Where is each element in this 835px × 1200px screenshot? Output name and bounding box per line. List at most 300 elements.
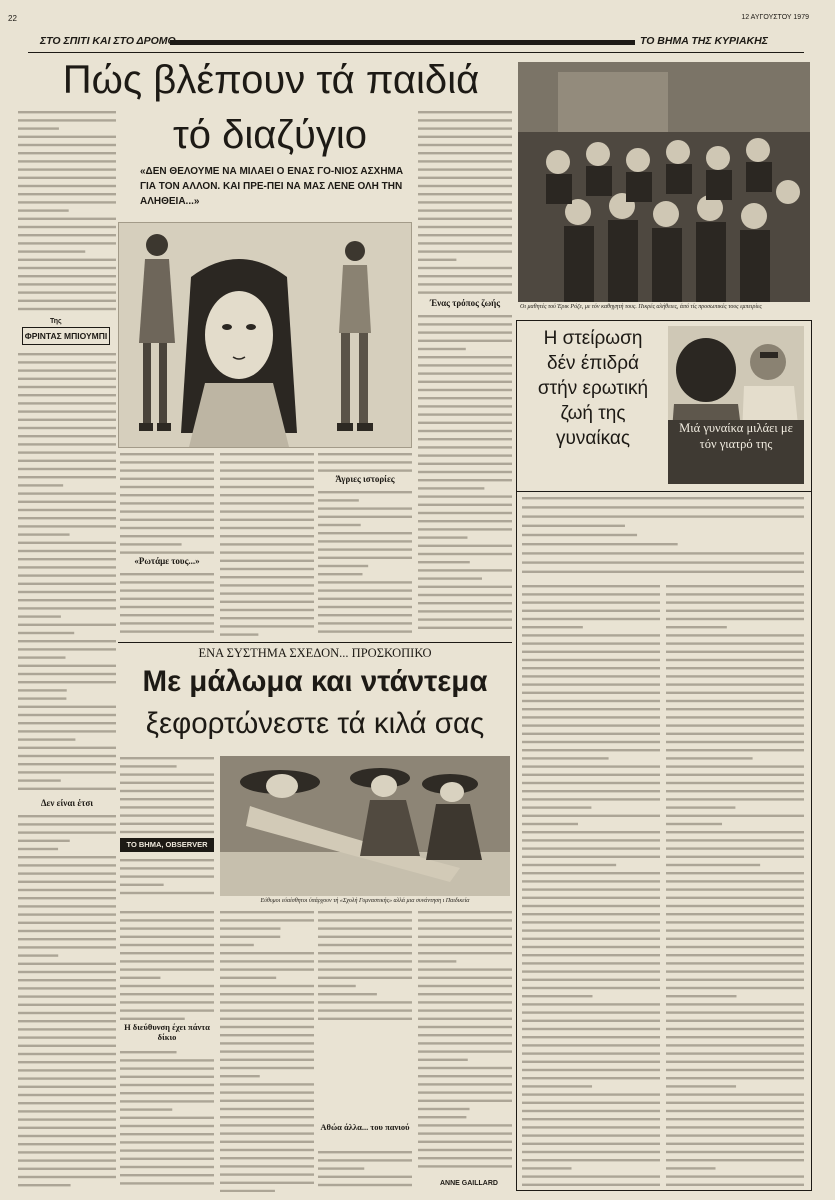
text-line [18, 697, 66, 699]
sunbathers-photo-caption: Εύθυμοι εύαίσθητοι ύπάρχουν τή «Σχολή Γυμναστικής» αλλά μια συνάντηση ι Παιδικεία [260, 898, 470, 904]
text-line [418, 1149, 512, 1151]
text-line [18, 771, 116, 773]
text-line [522, 708, 660, 710]
text-line [18, 987, 116, 989]
text-line [18, 1127, 116, 1129]
text-line [418, 381, 512, 383]
text-line [120, 823, 214, 825]
text-line [220, 1050, 314, 1052]
text-line [18, 1118, 116, 1120]
text-line [220, 568, 314, 570]
text-line [120, 757, 214, 759]
text-line [418, 495, 512, 497]
text-line [120, 519, 214, 521]
text-line [18, 823, 116, 825]
article1-column2-text-b [120, 570, 214, 636]
text-line [666, 716, 804, 718]
text-line [318, 622, 412, 624]
text-lines [120, 856, 214, 896]
text-line [18, 632, 74, 634]
text-line [666, 1175, 804, 1177]
article2-headline-line2: δέν έπιδρά [547, 353, 639, 374]
text-line [666, 1167, 716, 1169]
text-line [120, 1158, 214, 1160]
text-line [18, 242, 116, 244]
text-line [18, 963, 116, 965]
text-line [418, 364, 512, 366]
text-line [18, 971, 116, 973]
text-line [18, 913, 116, 915]
text-line [318, 919, 412, 921]
text-line [318, 581, 412, 583]
text-line [522, 782, 660, 784]
text-line [18, 435, 116, 437]
text-line [18, 283, 116, 285]
text-lines [522, 582, 660, 1186]
text-line [18, 574, 116, 576]
text-line [418, 1165, 512, 1167]
text-line [18, 185, 116, 187]
article1-column4-text-a [318, 450, 412, 472]
text-line [318, 911, 412, 913]
text-line [220, 952, 314, 954]
text-line [418, 454, 512, 456]
text-line [220, 944, 254, 946]
text-line [18, 259, 116, 261]
text-line [18, 1184, 71, 1186]
text-line [666, 1159, 804, 1161]
text-line [666, 1003, 804, 1005]
text-line [18, 402, 116, 404]
text-line [318, 557, 412, 559]
text-line [522, 642, 660, 644]
text-line [666, 749, 804, 751]
text-line [318, 565, 368, 567]
text-line [318, 461, 412, 463]
text-line [666, 1028, 804, 1030]
text-line [666, 1061, 804, 1063]
text-line [522, 1175, 660, 1177]
text-line [220, 1108, 314, 1110]
text-line [18, 938, 116, 940]
text-line [418, 586, 512, 588]
text-line [318, 598, 412, 600]
text-line [522, 700, 660, 702]
text-line [120, 1059, 214, 1061]
text-line [18, 995, 116, 997]
text-line [18, 127, 59, 129]
article2-lead-text [522, 494, 804, 578]
text-line [120, 919, 214, 921]
text-line [666, 700, 804, 702]
text-line [666, 806, 735, 808]
text-line [418, 463, 512, 465]
doctor-photo [668, 326, 804, 484]
article3-top-rule [118, 642, 512, 643]
text-lines [120, 754, 214, 834]
text-line [666, 782, 804, 784]
text-line [18, 386, 116, 388]
text-line [418, 618, 512, 620]
text-line [18, 583, 116, 585]
text-line [318, 548, 412, 550]
text-line [18, 864, 116, 866]
text-line [18, 1151, 116, 1153]
text-line [666, 1151, 804, 1153]
text-line [120, 510, 214, 512]
text-line [18, 640, 116, 642]
text-line [666, 1069, 804, 1071]
text-line [522, 593, 660, 595]
text-line [418, 234, 512, 236]
text-line [418, 504, 512, 506]
text-lines [318, 488, 412, 636]
text-line [220, 502, 314, 504]
text-line [120, 486, 214, 488]
text-line [318, 936, 412, 938]
text-line [522, 774, 660, 776]
text-line [220, 985, 314, 987]
text-line [220, 1141, 314, 1143]
text-lines [318, 1148, 412, 1192]
text-line [120, 1141, 214, 1143]
text-lines [120, 908, 214, 1020]
article1-column5-text-b [418, 312, 512, 636]
text-line [418, 1026, 512, 1028]
article3-intro-continued [120, 856, 214, 896]
text-line [418, 275, 512, 277]
text-line [120, 1100, 214, 1102]
text-line [120, 535, 214, 537]
article3-subhead-innocent: Αθώα άλλα... του πανιού [320, 1122, 410, 1132]
text-line [318, 589, 412, 591]
text-line [318, 453, 412, 455]
text-line [120, 543, 182, 545]
text-line [418, 323, 512, 325]
text-line [120, 573, 214, 575]
text-line [18, 1086, 116, 1088]
text-line [666, 987, 804, 989]
text-line [318, 1184, 412, 1186]
text-line [18, 209, 69, 211]
text-line [418, 356, 512, 358]
text-line [522, 634, 660, 636]
text-line [318, 968, 412, 970]
text-line [18, 872, 116, 874]
text-line [522, 970, 660, 972]
text-line [522, 987, 660, 989]
text-line [666, 839, 804, 841]
text-line [522, 897, 660, 899]
text-line [418, 1001, 512, 1003]
text-line [666, 601, 804, 603]
article3-column3-text-b [318, 1148, 412, 1192]
text-line [18, 517, 116, 519]
text-line [18, 1061, 116, 1063]
text-lines [666, 582, 804, 1186]
text-line [120, 1125, 214, 1127]
text-line [18, 226, 116, 228]
text-line [666, 905, 804, 907]
text-line [220, 617, 314, 619]
text-line [418, 1141, 512, 1143]
text-line [666, 938, 804, 940]
text-line [120, 814, 214, 816]
text-line [18, 815, 116, 817]
text-line [220, 486, 314, 488]
text-line [220, 535, 314, 537]
text-line [18, 476, 116, 478]
text-line [120, 551, 214, 553]
text-line [418, 209, 512, 211]
text-line [120, 911, 214, 913]
text-line [318, 977, 412, 979]
article1-headline-line1: Πώς βλέπουν τά παιδιά [62, 58, 480, 102]
text-line [522, 938, 660, 940]
text-line [418, 471, 512, 473]
text-line [18, 714, 116, 716]
text-line [418, 536, 467, 538]
text-line [418, 259, 456, 261]
text-line [418, 201, 512, 203]
text-line [120, 630, 214, 632]
text-line [120, 1182, 214, 1184]
text-line [120, 589, 214, 591]
text-line [220, 1067, 314, 1069]
class-photo-caption: Οι μαθητές τού Έρικ Ρόζε, με τόν καθηγητή τους. Πικρές αλήθειες, άπό τίς προσωπικές τους εμπειρίες [520, 304, 762, 310]
text-line [220, 494, 314, 496]
text-line [18, 648, 116, 650]
text-line [666, 856, 804, 858]
text-line [120, 927, 214, 929]
text-line [666, 765, 804, 767]
text-line [418, 610, 512, 612]
text-line [418, 1091, 512, 1093]
text-line [318, 952, 412, 954]
text-line [418, 594, 512, 596]
text-line [666, 921, 804, 923]
text-line [318, 469, 412, 471]
text-line [18, 300, 116, 302]
article3-column4-text [418, 908, 512, 1174]
text-line [522, 757, 609, 759]
text-line [220, 543, 314, 545]
text-line [418, 1132, 512, 1134]
text-line [18, 673, 116, 675]
text-line [18, 889, 116, 891]
text-line [522, 921, 660, 923]
text-line [418, 985, 512, 987]
text-line [120, 773, 214, 775]
text-line [522, 749, 660, 751]
text-line [120, 1051, 177, 1053]
text-line [522, 806, 591, 808]
text-line [666, 815, 804, 817]
text-line [220, 1124, 314, 1126]
text-line [522, 1077, 660, 1079]
text-line [18, 1045, 116, 1047]
text-line [418, 438, 512, 440]
text-line [18, 681, 116, 683]
text-line [220, 911, 314, 913]
article3-headline-line2: ξεφορτώνεστε τά κιλά σας [145, 707, 485, 740]
text-line [522, 1028, 660, 1030]
text-line [318, 524, 361, 526]
text-line [18, 1020, 116, 1022]
text-line [318, 993, 377, 995]
text-line [522, 1110, 660, 1112]
text-lines [522, 494, 804, 578]
text-line [522, 667, 660, 669]
text-line [18, 119, 116, 121]
text-line [120, 944, 214, 946]
text-line [120, 993, 214, 995]
text-line [666, 593, 804, 595]
text-line [522, 515, 804, 517]
text-line [18, 755, 116, 757]
byline-prefix: Της [50, 318, 62, 325]
article1-intro-text [18, 108, 116, 312]
text-line [220, 1182, 314, 1184]
text-line [120, 790, 214, 792]
text-line [120, 1018, 185, 1020]
text-line [18, 905, 116, 907]
text-line [418, 430, 512, 432]
article2-column1-text [522, 582, 660, 1186]
text-line [120, 622, 214, 624]
text-line [318, 532, 412, 534]
text-line [418, 968, 512, 970]
text-line [522, 954, 660, 956]
text-line [120, 936, 214, 938]
text-line [418, 919, 512, 921]
text-line [18, 484, 63, 486]
text-line [666, 790, 804, 792]
text-line [418, 952, 512, 954]
text-line [418, 372, 512, 374]
text-line [418, 1075, 512, 1077]
text-line [418, 185, 512, 187]
text-line [522, 839, 660, 841]
text-line [120, 859, 214, 861]
text-line [522, 651, 660, 653]
text-line [522, 618, 660, 620]
text-line [418, 127, 512, 129]
text-line [120, 977, 160, 979]
text-line [120, 960, 214, 962]
text-line [522, 692, 660, 694]
text-lines [18, 108, 116, 312]
text-line [522, 543, 678, 545]
text-line [18, 599, 116, 601]
text-line [220, 936, 280, 938]
text-line [18, 168, 116, 170]
text-line [522, 888, 660, 890]
text-line [318, 614, 412, 616]
text-line [418, 226, 512, 228]
text-line [18, 566, 116, 568]
text-line [666, 979, 804, 981]
text-line [220, 510, 314, 512]
text-line [318, 944, 412, 946]
text-line [318, 960, 412, 962]
text-line [120, 1092, 214, 1094]
text-line [18, 558, 116, 560]
text-line [522, 880, 660, 882]
text-line [18, 378, 116, 380]
text-line [18, 460, 116, 462]
text-line [18, 201, 116, 203]
text-line [18, 193, 116, 195]
text-lines [120, 1048, 214, 1192]
text-line [522, 741, 660, 743]
text-line [418, 119, 512, 121]
text-line [220, 1009, 314, 1011]
text-line [666, 708, 804, 710]
text-line [18, 550, 116, 552]
text-line [318, 1151, 412, 1153]
article1-deck: «ΔΕΝ ΘΕΛΟΥΜΕ ΝΑ ΜΙΛΑΕΙ Ο ΕΝΑΣ ΓΟ-ΝΙΟΣ ΑΣΧΗΜΑ ΓΙΑ ΤΟΝ ΑΛΛΟΝ. ΚΑΙ ΠΡΕ-ΠΕΙ ΝΑ ΜΑΣ ΛΕΝΕ ΟΛΗ ΤΗΝ ΑΛΗΘΕΙΑ...» [140, 166, 404, 207]
article3-intro-text [120, 754, 214, 834]
text-line [418, 960, 456, 962]
text-line [18, 419, 116, 421]
text-line [220, 977, 276, 979]
text-line [18, 275, 116, 277]
text-line [666, 1085, 736, 1087]
text-line [418, 602, 512, 604]
text-line [220, 919, 314, 921]
text-line [666, 741, 804, 743]
text-line [418, 340, 512, 342]
text-line [18, 394, 116, 396]
text-line [522, 1011, 660, 1013]
text-line [522, 864, 616, 866]
newspaper-title: ΤΟ ΒΗΜΑ ΤΗΣ ΚΥΡΙΑΚΗΣ [640, 35, 768, 47]
text-line [666, 774, 804, 776]
text-line [666, 823, 722, 825]
text-line [418, 1050, 512, 1052]
text-line [220, 633, 258, 635]
text-line [120, 1149, 214, 1151]
text-line [418, 315, 512, 317]
text-line [418, 545, 512, 547]
text-line [318, 630, 412, 632]
text-line [666, 651, 804, 653]
text-line [18, 656, 65, 658]
text-line [220, 1173, 314, 1175]
text-line [666, 618, 804, 620]
text-line [418, 1108, 470, 1110]
text-line [18, 1036, 116, 1038]
text-line [522, 497, 804, 499]
text-line [418, 193, 512, 195]
text-line [120, 1133, 214, 1135]
text-line [522, 765, 660, 767]
text-line [18, 779, 61, 781]
text-line [220, 519, 314, 521]
text-line [220, 461, 314, 463]
text-line [220, 1116, 314, 1118]
article1-column5-text-a [418, 108, 512, 298]
text-line [666, 880, 804, 882]
text-line [18, 979, 116, 981]
text-line [666, 929, 804, 931]
text-line [18, 788, 116, 790]
text-line [666, 913, 804, 915]
text-line [418, 291, 512, 293]
text-line [220, 1091, 314, 1093]
text-line [220, 527, 314, 529]
